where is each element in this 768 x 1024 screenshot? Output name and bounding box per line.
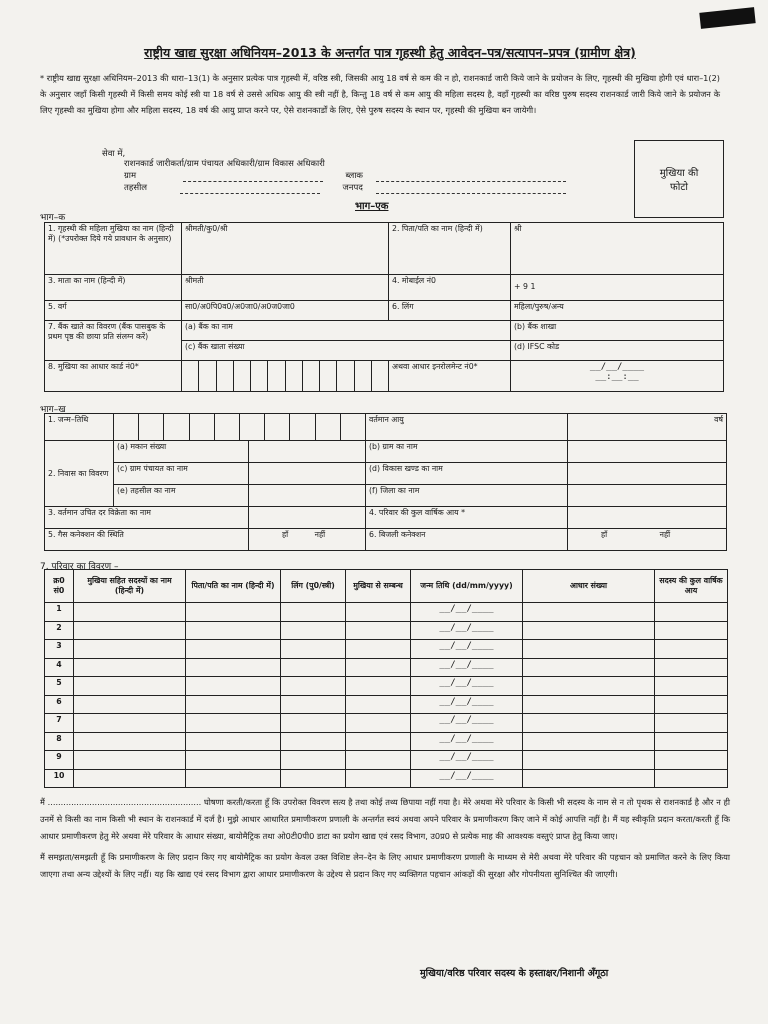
row-serial: 6 [45,695,74,714]
row-cell[interactable] [281,695,346,714]
row-cell[interactable] [186,751,281,770]
row-dob-field[interactable]: __/__/____ [411,769,523,788]
row-cell[interactable] [74,714,186,733]
table-row [45,621,728,640]
row-cell[interactable] [655,695,728,714]
tehsil-field[interactable] [180,185,320,194]
declaration [40,794,730,883]
row-cell[interactable] [523,751,655,770]
row-serial: 2 [45,621,74,640]
mother-name-label: 3. माता का नाम (हिन्दी में) [45,275,182,301]
years-label: वर्ष [714,415,723,424]
row-serial: 10 [45,769,74,788]
row-cell[interactable] [346,751,411,770]
row-cell[interactable] [346,603,411,622]
row-cell[interactable] [186,769,281,788]
photo-box[interactable] [634,140,724,218]
income-field[interactable] [568,507,727,529]
row-dob-field[interactable]: __/__/____ [411,695,523,714]
gender-options[interactable]: महिला/पुरुष/अन्य [511,301,724,321]
part-b-table [44,413,727,551]
dealer-label: 3. वर्तमान उचित दर विक्रेता का नाम [45,507,249,529]
row-serial: 4 [45,658,74,677]
row-serial: 9 [45,751,74,770]
row-cell[interactable] [281,621,346,640]
row-dob-field[interactable]: __/__/____ [411,732,523,751]
row-cell[interactable] [346,658,411,677]
enrolment-label: अथवा आधार इनरोलमेन्ट नं0* [389,361,511,392]
row-cell[interactable] [281,640,346,659]
row-cell[interactable] [186,677,281,696]
table-row [45,658,728,677]
row-cell[interactable] [74,695,186,714]
table-row [45,640,728,659]
electricity-no[interactable]: नहीं [659,530,671,539]
signature-label: मुखिया/वरिष्ठ परिवार सदस्य के हस्ताक्षर/निशानी अँगूठा [420,968,609,979]
family-rows [45,603,728,788]
row-cell[interactable] [655,603,728,622]
row-cell[interactable] [655,751,728,770]
gas-no[interactable]: नहीं [314,530,326,539]
gender-label: 6. लिंग [389,301,511,321]
row-dob-field[interactable]: __/__/____ [411,621,523,640]
residence-label: 2. निवास का विवरण [45,441,114,507]
mobile-field[interactable] [511,275,724,301]
row-cell[interactable] [523,640,655,659]
enrolment-field[interactable] [511,361,724,392]
section-heading: भाग–एक [355,201,389,212]
row-cell[interactable] [186,695,281,714]
father-name-field[interactable]: श्री [511,223,724,275]
ifsc-field[interactable]: (d) IFSC कोड [511,341,724,361]
village-label: (b) ग्राम का नाम [366,441,568,463]
row-serial: 7 [45,714,74,733]
row-cell[interactable] [186,640,281,659]
enrolment-date: __/__/____ [589,362,645,372]
row-cell[interactable] [74,640,186,659]
row-cell[interactable] [346,714,411,733]
head-name-field[interactable]: श्रीमती/कु0/श्री [182,223,389,275]
block-label: ब्लाक [345,171,363,181]
row-dob-field[interactable]: __/__/____ [411,658,523,677]
form-title: राष्ट्रीय खाद्य सुरक्षा अधिनियम–2013 के अन्तर्गत पात्र गृहस्थी हेतु आवेदन–पत्र/सत्यापन–प्रपत्र (ग्रामीण क्षेत्र) [144,45,636,60]
tehsil-label: तहसील [124,183,148,193]
row-cell[interactable] [346,732,411,751]
row-cell[interactable] [655,621,728,640]
gram-label: ग्राम [124,171,137,181]
family-label: 7. परिवार का विवरण – [40,562,119,572]
col-aadhaar: आधार संख्या [523,570,655,603]
row-cell[interactable] [523,769,655,788]
gas-label: 5. गैस कनेक्शन की स्थिति [45,529,249,551]
family-table [44,569,728,788]
gas-yes[interactable]: हाँ [282,530,289,539]
gram-field[interactable] [183,173,323,182]
electricity-yes[interactable]: हाँ [601,530,608,539]
row-serial: 3 [45,640,74,659]
row-cell[interactable] [523,677,655,696]
row-cell[interactable] [281,658,346,677]
electricity-options[interactable] [568,529,727,551]
gas-options[interactable] [249,529,366,551]
janpad-field[interactable] [376,185,566,194]
row-cell[interactable] [74,751,186,770]
category-options[interactable]: सा0/अ0पि0व0/अ0जा0/अ0ज0जा0 [182,301,389,321]
tehsil-name-field[interactable] [249,485,366,507]
row-cell[interactable] [523,603,655,622]
col-father-name: पिता/पति का नाम (हिन्दी में) [186,570,281,603]
row-dob-field[interactable]: __/__/____ [411,751,523,770]
janpad-label: जनपद [342,183,363,193]
col-gender: लिंग (पु0/स्त्री) [281,570,346,603]
row-cell[interactable] [655,677,728,696]
row-cell[interactable] [346,640,411,659]
dealer-field[interactable] [249,507,366,529]
table-row [45,695,728,714]
photo-label-1: मुखिया की [659,168,699,179]
declaration-p1: मैं ........................................................... घोषणा करती/करता हूँ कि उपरोक्त विवरण सत्य है तथा कोई तथ्य छिपाया नहीं गया है। मेरे अथवा मेरे परिवार के किसी भी सदस्य के नाम से न तो पृथक से राशनकार्ड है और न ही उनमें से किसी का नाम किसी भी स्थान के राशनकार्ड में दर्ज है। मुझे आधार आधारित प्रमाणीकरण प्रणाली के अन्तर्गत स्वयं अथवा अपने परिवार के प्रमाणीकरण किए जाने में कोई आपत्ति नहीं है। मैं यह स्वीकृति प्रदान करता/करती हूँ कि आधार प्रमाणीकरण हेतु मेरे अथवा मेरे परिवार के आधार संख्या, बायोमैट्रिक तथा ओ0टी0पी0 डाटा का प्रयोग खाद्य एवं रसद विभाग, उ0प्र0 से प्रत्येक माह की आवश्यक वस्तुएं प्राप्त हेतु किया जाए। [40,797,730,841]
col-serial: क्र0 सं0 [45,570,74,603]
house-no-field[interactable] [249,441,366,463]
row-cell[interactable] [74,732,186,751]
enrolment-time: __:__:__ [595,372,639,382]
panchayat-field[interactable] [249,463,366,485]
part-a-table [44,222,724,392]
row-serial: 1 [45,603,74,622]
row-cell[interactable] [655,714,728,733]
row-cell[interactable] [655,732,728,751]
electricity-label: 6. बिजली कनेक्शन [366,529,568,551]
row-cell[interactable] [346,677,411,696]
row-cell[interactable] [523,714,655,733]
row-cell[interactable] [281,732,346,751]
row-cell[interactable] [655,640,728,659]
row-cell[interactable] [281,677,346,696]
category-label: 5. वर्ग [45,301,182,321]
row-serial: 8 [45,732,74,751]
row-serial: 5 [45,677,74,696]
col-relation: मुखिया से सम्बन्ध [346,570,411,603]
row-cell[interactable] [281,769,346,788]
current-age-label: वर्तमान आयु [366,414,568,441]
row-cell[interactable] [523,695,655,714]
tehsil-name-label: (e) तहसील का नाम [114,485,249,507]
row-cell[interactable] [74,677,186,696]
bank-branch-field[interactable]: (b) बैंक शाखा [511,321,724,341]
row-cell[interactable] [74,658,186,677]
addressed-to: सेवा में, [102,149,126,159]
mother-name-field[interactable]: श्रीमती [182,275,389,301]
district-field[interactable] [568,485,727,507]
father-name-label: 2. पिता/पति का नाम (हिन्दी में) [389,223,511,275]
officer-title: राशनकार्ड जारीकर्ता/ग्राम पंचायत अधिकारी/ग्राम विकास अधिकारी [124,159,325,169]
col-member-name: मुखिया सहित सदस्यों का नाम (हिन्दी में) [74,570,186,603]
row-cell[interactable] [523,621,655,640]
row-cell[interactable] [74,603,186,622]
table-row [45,732,728,751]
row-dob-field[interactable]: __/__/____ [411,640,523,659]
photo-label-2: फोटो [670,182,688,193]
row-cell[interactable] [346,769,411,788]
mobile-label: 4. मोबाईल नं0 [389,275,511,301]
row-cell[interactable] [186,658,281,677]
row-cell[interactable] [74,621,186,640]
account-number-field[interactable]: (c) बैंक खाता संख्या [182,341,511,361]
head-name-label: 1. गृहस्थी की महिला मुखिया का नाम (हिन्दी में) (*उपरोक्त दिये गये प्रावधान के अनुसार) [45,223,182,275]
dob-label: 1. जन्म–तिथि [45,414,114,441]
current-age-field[interactable] [568,414,727,441]
row-cell[interactable] [186,603,281,622]
row-cell[interactable] [523,658,655,677]
row-cell[interactable] [186,714,281,733]
row-cell[interactable] [523,732,655,751]
mobile-prefix: + 9 1 [514,282,536,291]
col-income: सदस्य की कुल वार्षिक आय [655,570,728,603]
row-cell[interactable] [346,695,411,714]
row-cell[interactable] [346,621,411,640]
bank-name-field[interactable]: (a) बैंक का नाम [182,321,511,341]
row-cell[interactable] [281,751,346,770]
table-row [45,714,728,733]
dob-field[interactable] [114,414,366,441]
intro-paragraph: * राष्ट्रीय खाद्य सुरक्षा अधिनियम–2013 की धारा–13(1) के अनुसार प्रत्येक पात्र गृहस्थी में, वरिष्ठ स्त्री, जिसकी आयु 18 वर्ष से कम की न हो, राशनकार्ड जारी किये जाने के प्रयोजन के लिए, गृहस्थी की मुखिया होगी एवं धारा–1(2) के अनुसार जहाँ किसी गृहस्थी में किसी समय कोई स्त्री या 18 वर्ष से उससे अधिक आयु की स्त्री नहीं है, किन्तु 18 वर्ष से कम आयु की महिला सदस्य है, वहाँ गृहस्थी का वरिष्ठ पुरुष सदस्य राशनकार्ड जारी किये जाने के प्रयोजन के लिए गृहस्थी का मुखिया होगा और महिला सदस्य, 18 वर्ष की आयु प्राप्त करने पर, ऐसे राशनकार्डों के लिए, ऐसे पुरुष सदस्य के स्थान पर, गृहस्थी की मुखिया बन जायेगी। [40,73,720,115]
house-no-label: (a) मकान संख्या [114,441,249,463]
row-cell[interactable] [186,621,281,640]
district-label: (f) जिला का नाम [366,485,568,507]
row-dob-field[interactable]: __/__/____ [411,603,523,622]
aadhaar-field[interactable] [182,361,389,392]
scan-mark [699,7,755,29]
bank-details-label: 7. बैंक खाते का विवरण (बैंक पासबुक के प्रथम पृष्ठ की छाया प्रति संलग्न करें) [45,321,182,361]
col-dob: जन्म तिथि (dd/mm/yyyy) [411,570,523,603]
row-cell[interactable] [281,714,346,733]
panchayat-label: (c) ग्राम पंचायत का नाम [114,463,249,485]
table-row [45,603,728,622]
row-dob-field[interactable]: __/__/____ [411,714,523,733]
row-cell[interactable] [186,732,281,751]
part-a-label: भाग–क [40,213,66,223]
block-name-label: (d) विकास खण्ड का नाम [366,463,568,485]
part-b-label: भाग–ख [40,405,66,415]
officer-block [124,158,566,194]
family-header-row [45,570,728,603]
row-cell[interactable] [655,658,728,677]
block-field[interactable] [376,173,566,182]
table-row [45,751,728,770]
row-cell[interactable] [74,769,186,788]
table-row [45,677,728,696]
row-cell[interactable] [281,603,346,622]
village-field[interactable] [568,441,727,463]
income-label: 4. परिवार की कुल वार्षिक आय * [366,507,568,529]
declaration-p2: मैं समझता/समझती हूँ कि प्रमाणीकरण के लिए प्रदान किए गए बायोमैट्रिक का प्रयोग केवल उक्त विशिष्ट लेन–देन के लिए आधार प्रमाणीकरण प्रणाली के माध्यम से मेरी अथवा मेरे परिवार की पहचान को प्रमाणित करने के लिए किया जाएगा तथा अन्य उद्देश्यों के लिए नहीं। यह कि खाद्य एवं रसद विभाग द्वारा आधार प्रमाणीकरण के उद्देश्य से प्रदान किए गए व्यक्तिगत पहचान आंकड़ों की सुरक्षा और गोपनीयता सुनिश्चित की जाएगी। [40,852,730,879]
table-row [45,769,728,788]
block-name-field[interactable] [568,463,727,485]
row-cell[interactable] [655,769,728,788]
aadhaar-label: 8. मुखिया का आधार कार्ड नं0* [45,361,182,392]
row-dob-field[interactable]: __/__/____ [411,677,523,696]
